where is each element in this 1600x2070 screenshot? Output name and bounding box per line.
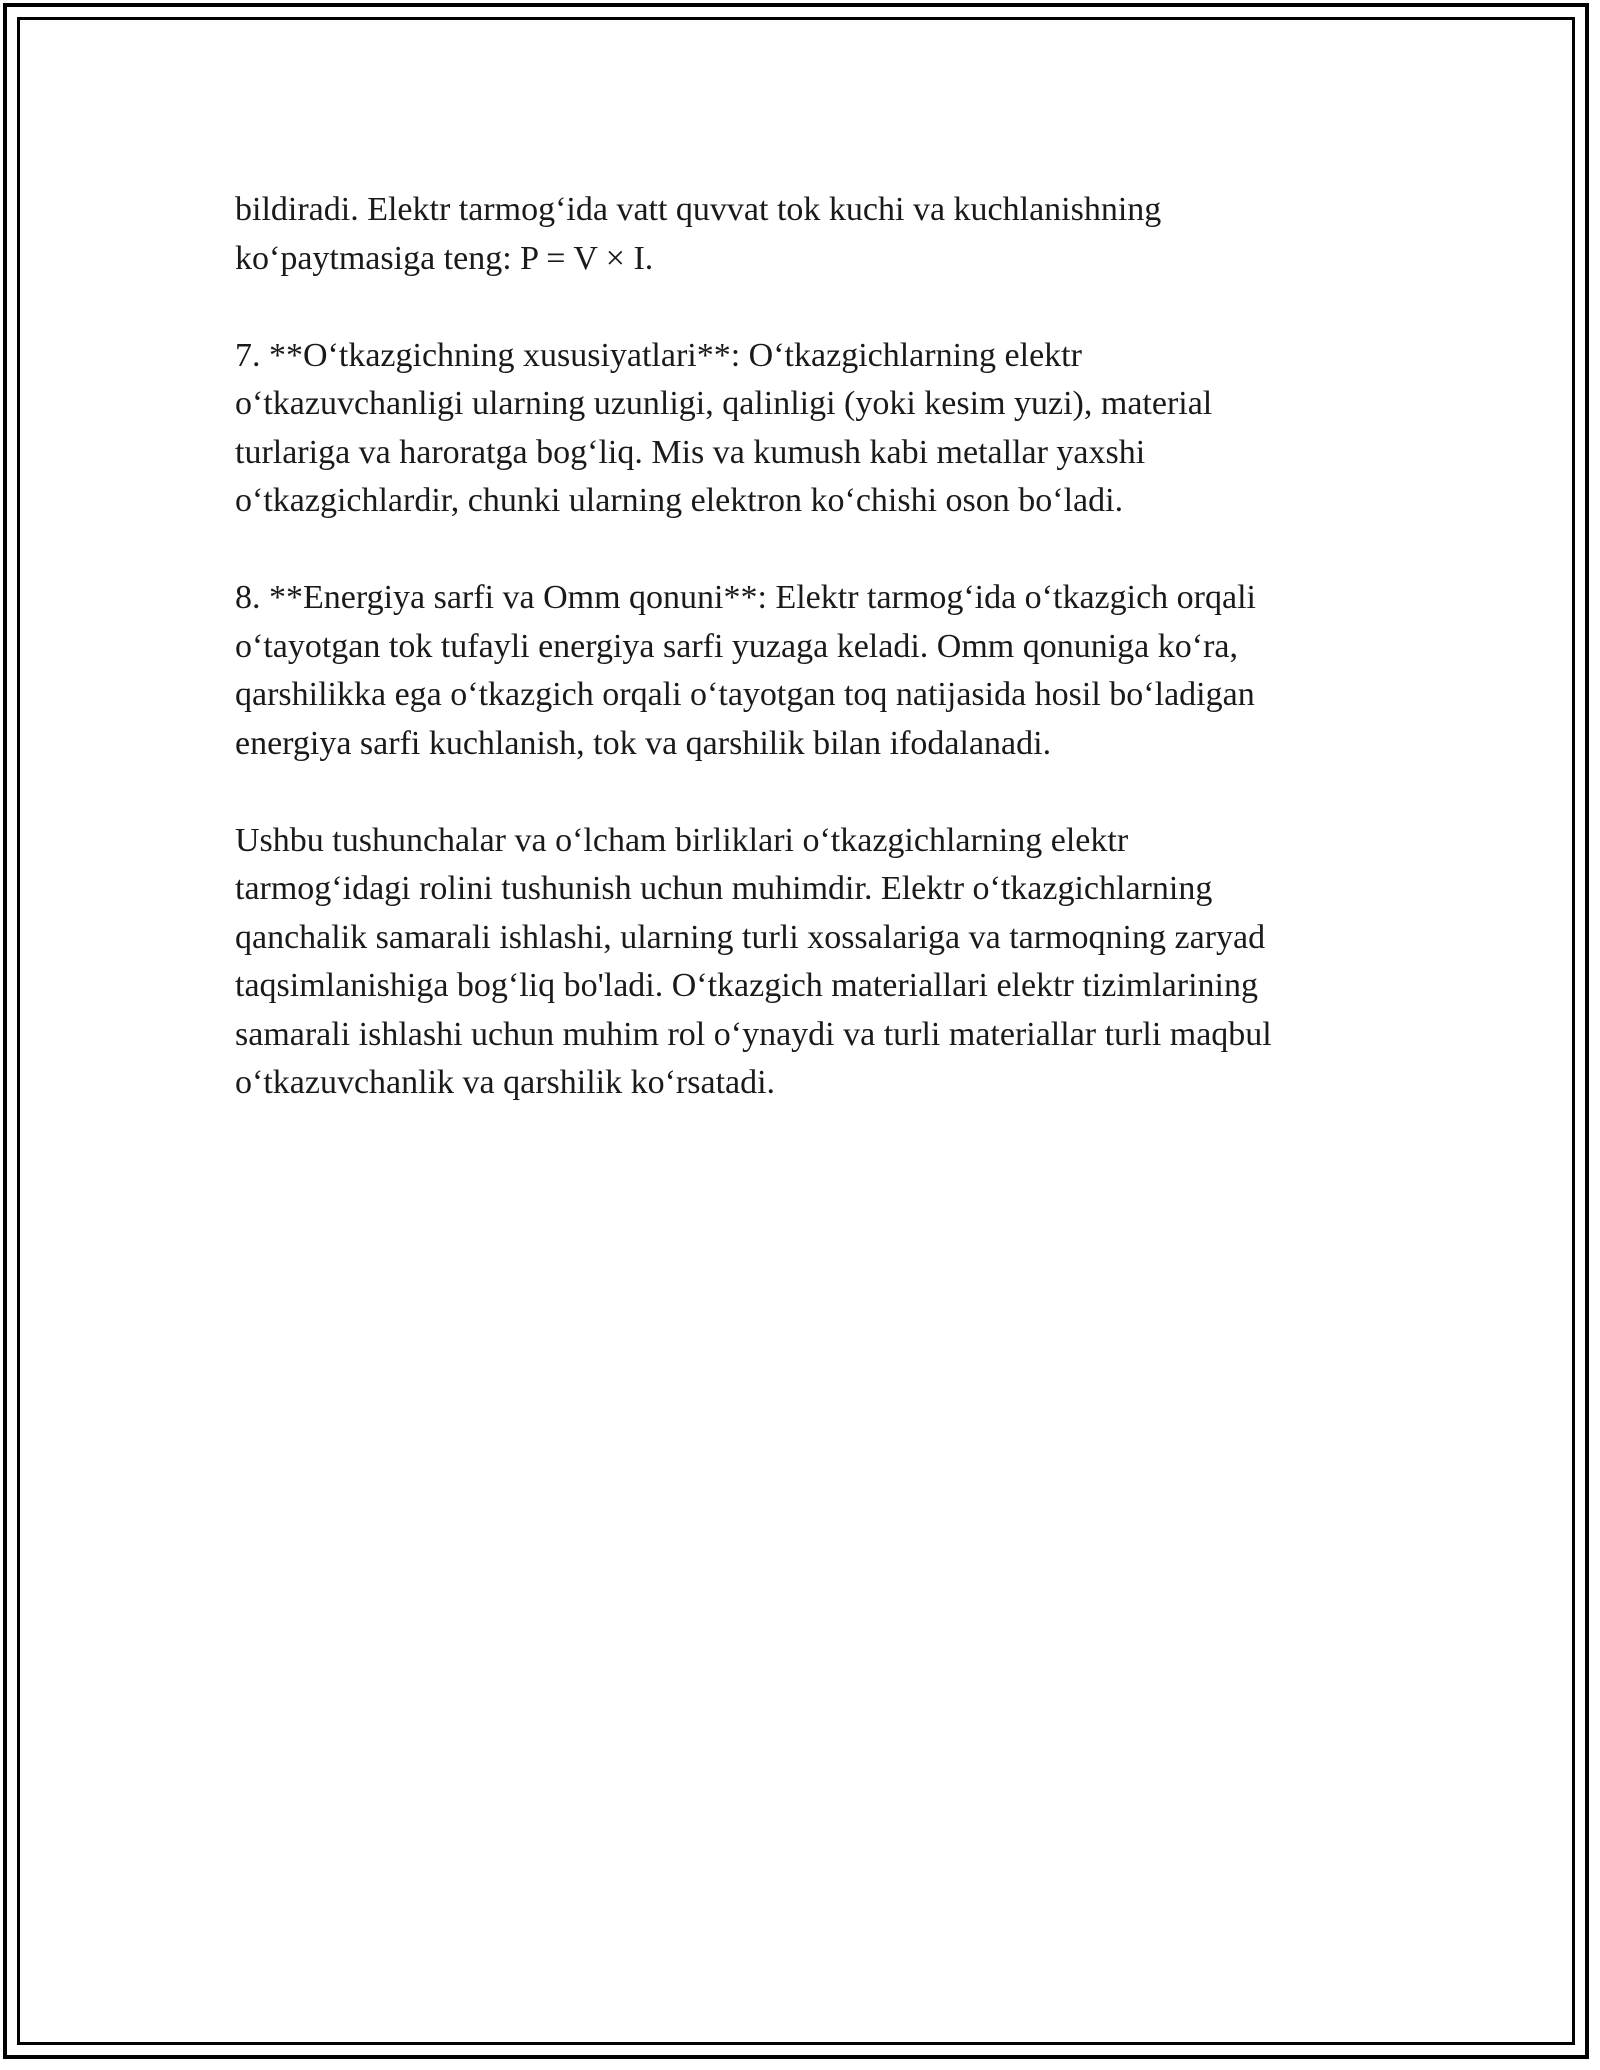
text-line: energiya sarfi kuchlanish, tok va qarshilik bilan ifodalanadi.: [235, 724, 1052, 762]
text-line: qarshilikka ega o‘tkazgich orqali o‘tayotgan toq natijasida hosil bo‘ladigan: [235, 676, 1255, 713]
text-line: ko‘paytmasiga teng: P = V × I.: [235, 239, 654, 277]
text-line: qanchalik samarali ishlashi, ularning turli xossalariga va tarmoqning zaryad: [235, 918, 1266, 956]
paragraph-power-formula: [235, 186, 1385, 283]
text-line: o‘tayotgan tok tufayli energiya sarfi yuzaga keladi. Omm qonuniga ko‘ra,: [235, 627, 1238, 665]
text-line: tarmog‘idagi rolini tushunish uchun muhimdir. Elektr o‘tkazgichlarning: [235, 870, 1213, 907]
text-line: samarali ishlashi uchun muhim rol o‘ynaydi va turli materiallar turli maqbul: [235, 1015, 1272, 1053]
document-body: [235, 186, 1385, 1156]
text-line: Ushbu tushunchalar va o‘lcham birliklari o‘tkazgichlarning elektr: [235, 821, 1129, 859]
paragraph-energy-ohm-law: [235, 574, 1385, 768]
text-line: bildiradi. Elektr tarmog‘ida vatt quvvat tok kuchi va kuchlanishning: [235, 191, 1162, 228]
text-line: 7. **O‘tkazgichning xususiyatlari**: O‘tkazgichlarning elektr: [235, 336, 1082, 374]
text-line: o‘tkazuvchanlik va qarshilik ko‘rsatadi.: [235, 1064, 776, 1101]
text-line: taqsimlanishiga bog‘liq bo'ladi. O‘tkazgich materiallari elektr tizimlarining: [235, 967, 1258, 1004]
text-line: o‘tkazgichlardir, chunki ularning elektron ko‘chishi oson bo‘ladi.: [235, 482, 1124, 519]
text-line: 8. **Energiya sarfi va Omm qonuni**: Elektr tarmog‘ida o‘tkazgich orqali: [235, 579, 1256, 616]
paragraph-conductor-properties: [235, 332, 1385, 526]
text-line: turlariga va haroratga bog‘liq. Mis va kumush kabi metallar yaxshi: [235, 433, 1146, 471]
text-line: o‘tkazuvchanligi ularning uzunligi, qalinligi (yoki kesim yuzi), material: [235, 385, 1213, 422]
paragraph-conclusion: [235, 817, 1385, 1108]
